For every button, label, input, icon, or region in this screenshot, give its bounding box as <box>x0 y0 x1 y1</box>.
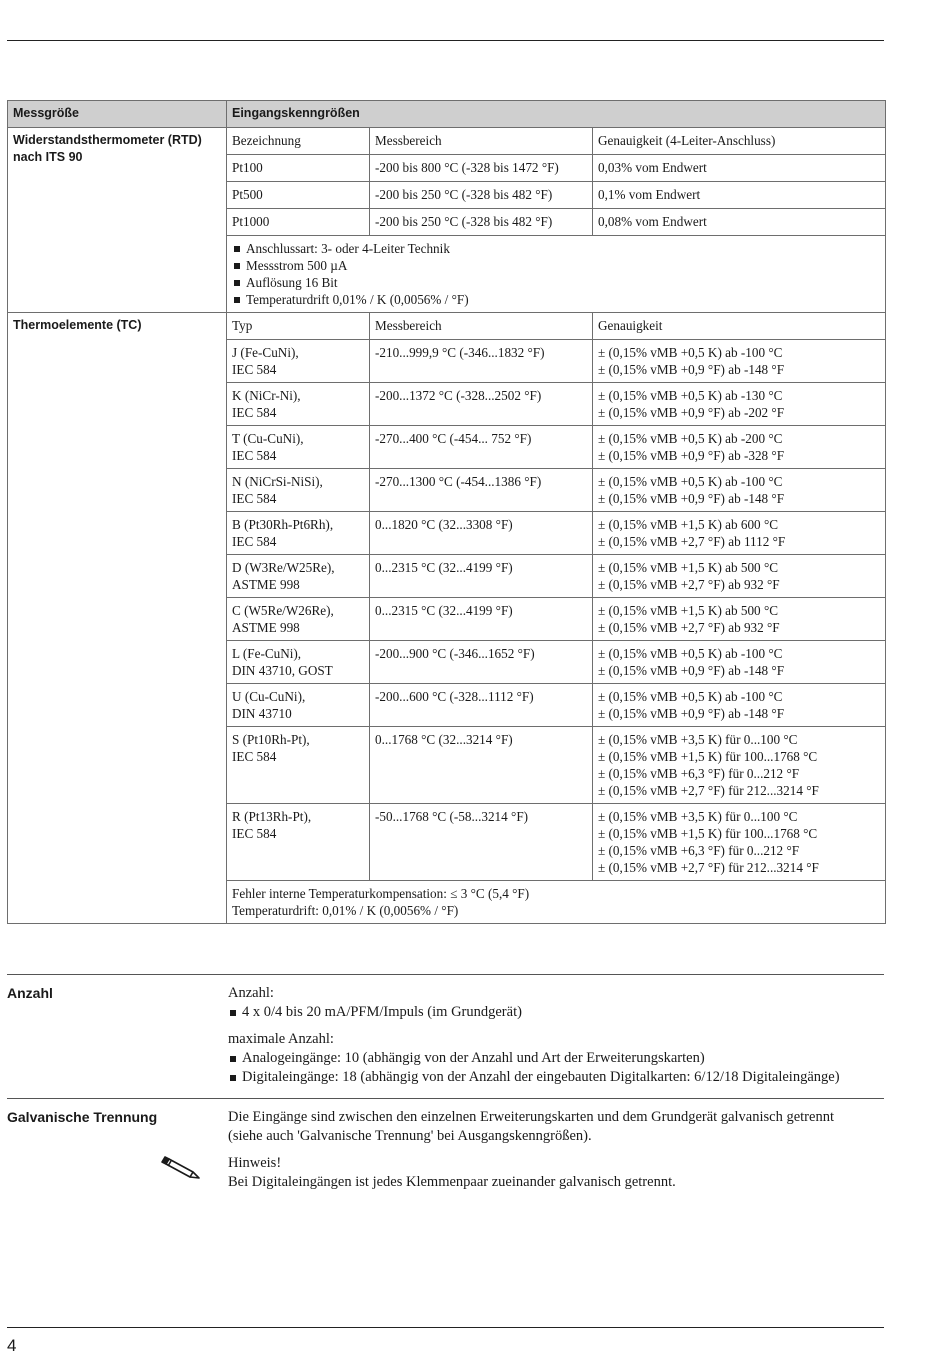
tc-range-cell: 0...1768 °C (32...3214 °F) <box>370 727 593 804</box>
tc-type-cell-line: IEC 584 <box>232 749 277 764</box>
tc-type-cell <box>227 727 370 804</box>
tc-accuracy-cell-line: ± (0,15% vMB +2,7 °F) ab 932 °F <box>598 620 780 635</box>
tc-type-cell-line: N (NiCrSi-NiSi), <box>232 474 323 489</box>
tc-type-cell-line: B (Pt30Rh-Pt6Rh), <box>232 517 334 532</box>
tc-accuracy-cell-line: ± (0,15% vMB +1,5 K) für 100...1768 °C <box>598 826 818 841</box>
pencil-icon <box>160 1153 202 1181</box>
tc-accuracy-cell-line: ± (0,15% vMB +0,9 °F) ab -202 °F <box>598 405 785 420</box>
tc-range-cell: -210...999,9 °C (-346...1832 °F) <box>370 340 593 383</box>
tc-accuracy-cell-line: ± (0,15% vMB +0,5 K) ab -130 °C <box>598 388 783 403</box>
tc-type-cell-line: C (W5Re/W26Re), <box>232 603 334 618</box>
section-divider <box>7 1098 884 1099</box>
tc-type-cell-line: ASTME 998 <box>232 577 300 592</box>
tc-accuracy-cell-line: ± (0,15% vMB +0,9 °F) ab -148 °F <box>598 362 785 377</box>
tc-accuracy-cell-line: ± (0,15% vMB +2,7 °F) ab 1112 °F <box>598 534 786 549</box>
section-divider <box>7 974 884 975</box>
tc-type-cell <box>227 383 370 426</box>
rtd-col-bezeichnung: Bezeichnung <box>227 128 370 155</box>
tc-type-cell <box>227 469 370 512</box>
tc-column-row <box>8 313 886 340</box>
tc-col-genauigkeit: Genauigkeit <box>593 313 886 340</box>
list-item: Messstrom 500 µA <box>232 257 880 274</box>
tc-range-cell: -200...600 °C (-328...1112 °F) <box>370 684 593 727</box>
list-item: Digitaleingänge: 18 (abhängig von der Anzahl der eingebauten Digitalkarten: 6/12/18 Digitaleingänge) <box>228 1068 878 1087</box>
rtd-range-cell: -200 bis 250 °C (-328 bis 482 °F) <box>370 209 593 236</box>
tc-accuracy-cell-line: ± (0,15% vMB +0,9 °F) ab -148 °F <box>598 491 785 506</box>
tc-type-cell-line: T (Cu-CuNi), <box>232 431 304 446</box>
header-rule <box>7 40 884 41</box>
list-item: Anschlussart: 3- oder 4-Leiter Technik <box>232 240 880 257</box>
tc-type-cell-line: DIN 43710, GOST <box>232 663 333 678</box>
tc-type-cell-line: J (Fe-CuNi), <box>232 345 299 360</box>
tc-accuracy-cell-line: ± (0,15% vMB +0,5 K) ab -100 °C <box>598 689 783 704</box>
tc-accuracy-cell <box>593 804 886 881</box>
tc-accuracy-cell-line: ± (0,15% vMB +0,5 K) ab -100 °C <box>598 646 783 661</box>
footer-rule <box>7 1327 884 1328</box>
page-number: 4 <box>7 1336 17 1355</box>
rtd-name-cell: Pt100 <box>227 155 370 182</box>
tc-footer-cell <box>227 881 886 924</box>
header-cell-messgroesse: Messgröße <box>8 101 227 128</box>
galvanisch-body <box>228 1108 878 1192</box>
rtd-notes-cell <box>227 236 886 313</box>
galvanisch-text-line: (siehe auch 'Galvanische Trennung' bei Ausgangskenngrößen). <box>228 1128 592 1144</box>
tc-accuracy-cell-line: ± (0,15% vMB +0,5 K) ab -100 °C <box>598 474 783 489</box>
rtd-accuracy-cell: 0,1% vom Endwert <box>593 182 886 209</box>
input-spec-table <box>7 100 886 924</box>
list-item: Auflösung 16 Bit <box>232 274 880 291</box>
tc-accuracy-cell <box>593 383 886 426</box>
tc-accuracy-cell-line: ± (0,15% vMB +0,9 °F) ab -328 °F <box>598 448 785 463</box>
tc-accuracy-cell <box>593 512 886 555</box>
rtd-col-messbereich: Messbereich <box>370 128 593 155</box>
tc-accuracy-cell-line: ± (0,15% vMB +2,7 °F) für 212...3214 °F <box>598 860 819 875</box>
anzahl-max-intro: maximale Anzahl: <box>228 1031 334 1047</box>
tc-accuracy-cell <box>593 340 886 383</box>
tc-type-cell-line: R (Pt13Rh-Pt), <box>232 809 312 824</box>
tc-type-cell-line: IEC 584 <box>232 826 277 841</box>
tc-type-cell-line: IEC 584 <box>232 448 277 463</box>
tc-col-typ: Typ <box>227 313 370 340</box>
tc-range-cell: 0...2315 °C (32...4199 °F) <box>370 555 593 598</box>
rtd-column-row <box>8 128 886 155</box>
tc-type-cell <box>227 684 370 727</box>
header-cell-eingangskenngroessen: Eingangskenngrößen <box>227 101 886 128</box>
anzahl-label: Anzahl <box>7 985 53 1001</box>
tc-range-cell: -200...1372 °C (-328...2502 °F) <box>370 383 593 426</box>
tc-type-cell-line: IEC 584 <box>232 362 277 377</box>
tc-accuracy-cell <box>593 641 886 684</box>
anzahl-list <box>228 1003 878 1022</box>
tc-type-cell <box>227 426 370 469</box>
tc-range-cell: -50...1768 °C (-58...3214 °F) <box>370 804 593 881</box>
tc-type-cell-line: U (Cu-CuNi), <box>232 689 306 704</box>
rtd-col-genauigkeit: Genauigkeit (4-Leiter-Anschluss) <box>593 128 886 155</box>
tc-type-cell <box>227 641 370 684</box>
tc-type-cell-line: S (Pt10Rh-Pt), <box>232 732 310 747</box>
rtd-range-cell: -200 bis 800 °C (-328 bis 1472 °F) <box>370 155 593 182</box>
tc-group-label: Thermoelemente (TC) <box>8 313 227 924</box>
tc-type-cell-line: IEC 584 <box>232 405 277 420</box>
tc-type-cell <box>227 555 370 598</box>
tc-accuracy-cell-line: ± (0,15% vMB +0,5 K) ab -200 °C <box>598 431 783 446</box>
tc-range-cell: 0...2315 °C (32...4199 °F) <box>370 598 593 641</box>
tc-type-cell <box>227 512 370 555</box>
note-text: Bei Digitaleingängen ist jedes Klemmenpaar zueinander galvanisch getrennt. <box>228 1174 676 1190</box>
list-item: Temperaturdrift 0,01% / K (0,0056% / °F) <box>232 291 880 308</box>
anzahl-intro: Anzahl: <box>228 985 274 1001</box>
tc-type-cell <box>227 598 370 641</box>
anzahl-max-list <box>228 1049 878 1087</box>
tc-accuracy-cell-line: ± (0,15% vMB +1,5 K) ab 500 °C <box>598 603 779 618</box>
rtd-name-cell: Pt500 <box>227 182 370 209</box>
tc-footer-line: Temperaturdrift: 0,01% / K (0,0056% / °F) <box>232 903 459 918</box>
rtd-accuracy-cell: 0,08% vom Endwert <box>593 209 886 236</box>
tc-type-cell <box>227 804 370 881</box>
tc-accuracy-cell <box>593 684 886 727</box>
tc-col-messbereich: Messbereich <box>370 313 593 340</box>
tc-type-cell-line: ASTME 998 <box>232 620 300 635</box>
galvanisch-label: Galvanische Trennung <box>7 1109 158 1125</box>
tc-type-cell-line: D (W3Re/W25Re), <box>232 560 335 575</box>
table-header-row <box>8 101 886 128</box>
rtd-group-label: Widerstandsthermometer (RTD) nach ITS 90 <box>8 128 227 313</box>
rtd-range-cell: -200 bis 250 °C (-328 bis 482 °F) <box>370 182 593 209</box>
tc-range-cell: 0...1820 °C (32...3308 °F) <box>370 512 593 555</box>
tc-footer-line: Fehler interne Temperaturkompensation: ≤ 3 °C (5,4 °F) <box>232 886 530 901</box>
tc-accuracy-cell <box>593 727 886 804</box>
list-item: 4 x 0/4 bis 20 mA/PFM/Impuls (im Grundgerät) <box>228 1003 878 1022</box>
tc-accuracy-cell <box>593 598 886 641</box>
tc-accuracy-cell <box>593 469 886 512</box>
tc-accuracy-cell-line: ± (0,15% vMB +0,5 K) ab -100 °C <box>598 345 783 360</box>
rtd-name-cell: Pt1000 <box>227 209 370 236</box>
tc-type-cell-line: K (NiCr-Ni), <box>232 388 301 403</box>
tc-accuracy-cell-line: ± (0,15% vMB +6,3 °F) für 0...212 °F <box>598 766 800 781</box>
galvanisch-text-line: Die Eingänge sind zwischen den einzelnen Erweiterungskarten und dem Grundgerät galvanisch getrennt <box>228 1109 834 1125</box>
tc-accuracy-cell-line: ± (0,15% vMB +1,5 K) für 100...1768 °C <box>598 749 818 764</box>
tc-range-cell: -270...400 °C (-454... 752 °F) <box>370 426 593 469</box>
tc-accuracy-cell-line: ± (0,15% vMB +0,9 °F) ab -148 °F <box>598 706 785 721</box>
tc-range-cell: -270...1300 °C (-454...1386 °F) <box>370 469 593 512</box>
tc-type-cell <box>227 340 370 383</box>
tc-type-cell-line: DIN 43710 <box>232 706 292 721</box>
tc-accuracy-cell-line: ± (0,15% vMB +0,9 °F) ab -148 °F <box>598 663 785 678</box>
tc-type-cell-line: IEC 584 <box>232 534 277 549</box>
tc-type-cell-line: L (Fe-CuNi), <box>232 646 302 661</box>
tc-accuracy-cell-line: ± (0,15% vMB +6,3 °F) für 0...212 °F <box>598 843 800 858</box>
anzahl-body <box>228 984 878 1087</box>
rtd-notes-list <box>232 240 880 308</box>
rtd-accuracy-cell: 0,03% vom Endwert <box>593 155 886 182</box>
tc-accuracy-cell-line: ± (0,15% vMB +3,5 K) für 0...100 °C <box>598 732 798 747</box>
tc-accuracy-cell <box>593 555 886 598</box>
tc-accuracy-cell-line: ± (0,15% vMB +3,5 K) für 0...100 °C <box>598 809 798 824</box>
tc-accuracy-cell-line: ± (0,15% vMB +2,7 °F) für 212...3214 °F <box>598 783 819 798</box>
tc-accuracy-cell-line: ± (0,15% vMB +1,5 K) ab 600 °C <box>598 517 779 532</box>
note-title: Hinweis! <box>228 1155 282 1171</box>
tc-accuracy-cell <box>593 426 886 469</box>
tc-accuracy-cell-line: ± (0,15% vMB +1,5 K) ab 500 °C <box>598 560 779 575</box>
tc-type-cell-line: IEC 584 <box>232 491 277 506</box>
list-item: Analogeingänge: 10 (abhängig von der Anzahl und Art der Erweiterungskarten) <box>228 1049 878 1068</box>
tc-accuracy-cell-line: ± (0,15% vMB +2,7 °F) ab 932 °F <box>598 577 780 592</box>
tc-range-cell: -200...900 °C (-346...1652 °F) <box>370 641 593 684</box>
